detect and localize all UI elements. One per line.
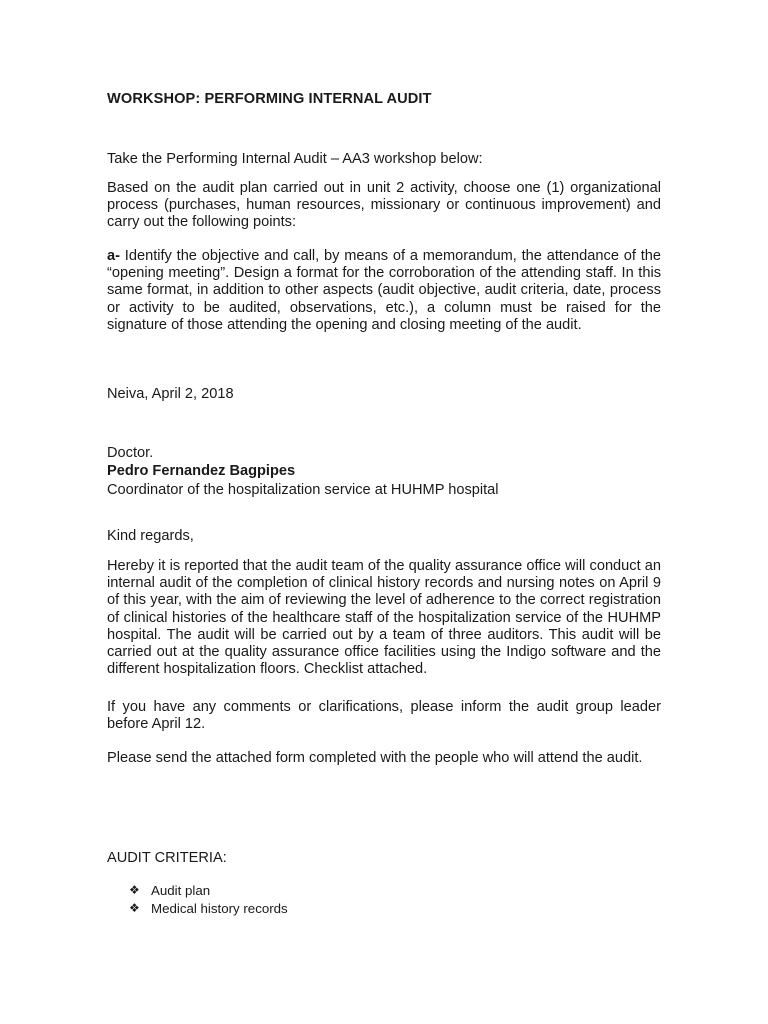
greeting: Kind regards, [107,528,194,544]
intro-text: Take the Performing Internal Audit – AA3 workshop below: [107,151,483,167]
criteria-item-label: Audit plan [151,882,211,898]
point-a-label: a- [107,248,120,264]
list-item [129,899,288,917]
point-a-text: Identify the objective and call, by means of a memorandum, the attendance of the “opening meeting”. Design a format for the corroboration of the attending staff. In this same format, in addition to other aspects (audit objective, audit criteria, date, process or activity to be audited, observations, etc.), a column must be raised for the signature of those attending the opening and closing meeting of the audit. [107,248,661,333]
criteria-list [129,881,288,917]
letter-body-paragraph: Hereby it is reported that the audit team of the quality assurance office will conduct an internal audit of the completion of clinical history records and nursing notes on April 9 of this year, with the aim of reviewing the level of adherence to the correct registration of clinical histories of the healthcare staff of the hospitalization service of the HUHMP hospital. The audit will be carried out by a team of three auditors. This audit will be carried out at the quality assurance office facilities using the Indigo software and the different hospitalization floors. Checklist attached. [107,558,661,678]
comments-paragraph: If you have any comments or clarifications, please inform the audit group leader before April 12. [107,699,661,733]
point-a-paragraph [107,248,661,334]
document-title: WORKSHOP: PERFORMING INTERNAL AUDIT [107,91,432,107]
instructions-paragraph: Based on the audit plan carried out in unit 2 activity, choose one (1) organizational process (purchases, human resources, missionary or continuous improvement) and carry out the following points: [107,180,661,231]
criteria-item-label: Medical history records [151,900,288,916]
diamond-bullet-icon: ❖ [129,901,140,915]
salutation-title: Doctor. [107,445,154,461]
recipient-name: Pedro Fernandez Bagpipes [107,463,296,479]
recipient-role: Coordinator of the hospitalization service at HUHMP hospital [107,482,499,498]
list-item [129,881,288,899]
document-page [107,0,661,1024]
criteria-heading: AUDIT CRITERIA: [107,850,227,866]
place-date: Neiva, April 2, 2018 [107,386,234,402]
diamond-bullet-icon: ❖ [129,883,140,897]
request-text: Please send the attached form completed with the people who will attend the audit. [107,750,643,766]
